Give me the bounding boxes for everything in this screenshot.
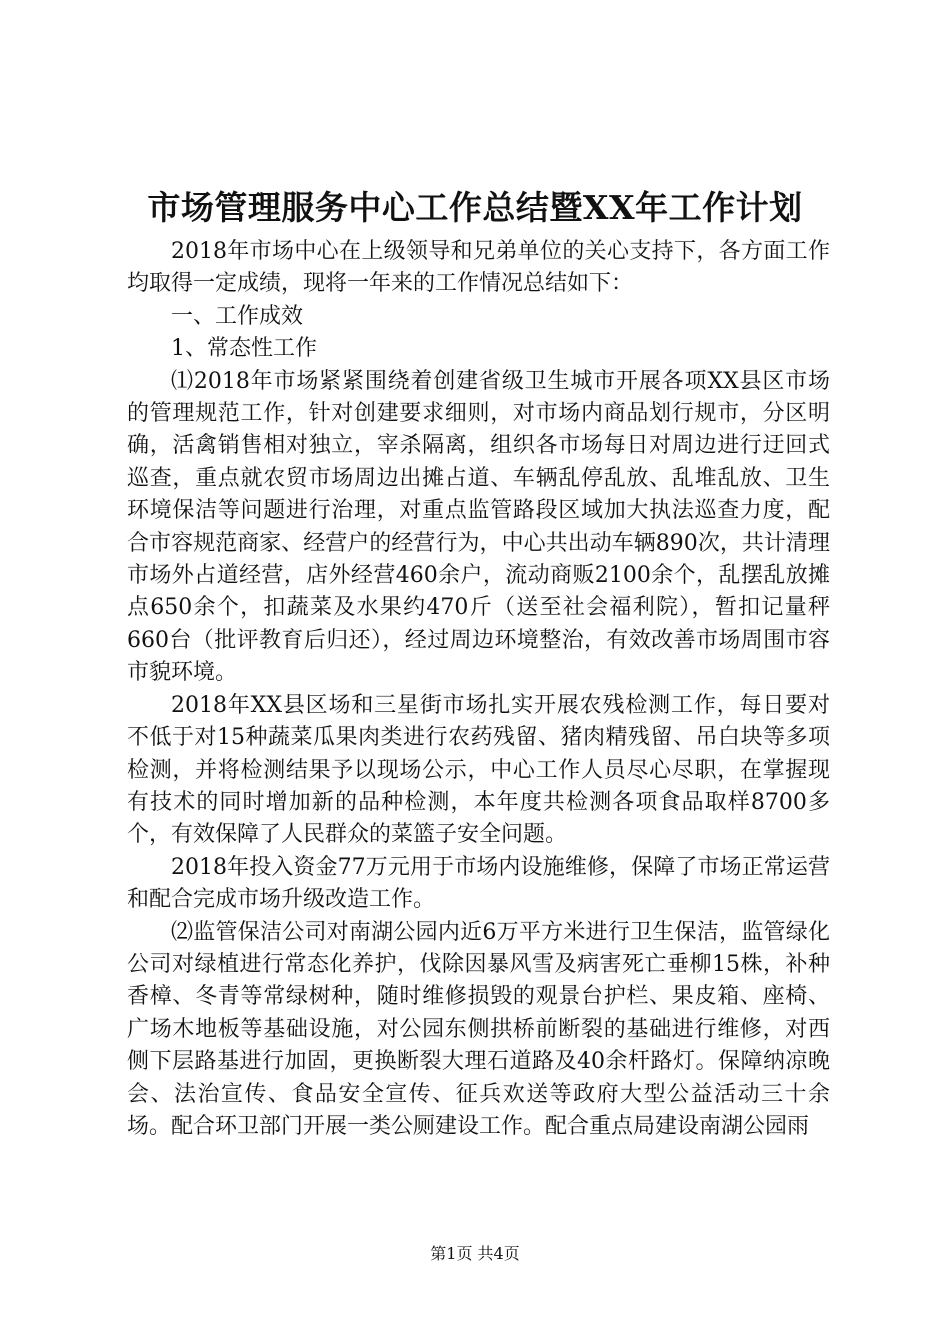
paragraph-facility-investment: 2018年投入资金77万元用于市场内设施维修，保障了市场正常运营和配合完成市场升级改造工作。 xyxy=(127,854,831,913)
document-body xyxy=(127,236,830,1143)
heading-section-1: 一、工作成效 xyxy=(171,303,304,329)
document-title: 市场管理服务中心工作总结暨XX年工作计划 xyxy=(147,188,803,227)
paragraph-park-maintenance: ⑵监管保洁公司对南湖公园内近6万平方米进行卫生保洁，监管绿化公司对绿植进行常态化养护，伐除因暴风雪及病害死亡垂柳15株，补种香樟、冬青等常绿树种，随时维修损毁的观景台护栏、果皮箱、座椅、广场木地板等基础设施，对公园东侧拱桥前断裂的基础进行维修，对西侧下层路基进行加固，更换断裂大理石道路及40余杆路灯。保障纳凉晚会、法治宣传、食品安全宣传、征兵欢送等政府大型公益活动三十余场。配合环卫部门开展一类公厕建设工作。配合重点局建设南湖公园雨 xyxy=(127,919,830,1139)
page-footer: 第1页 共4页 xyxy=(430,1244,520,1263)
heading-subsection-1: 1、常态性工作 xyxy=(171,336,317,362)
paragraph-market-regulation: ⑴2018年市场紧紧围绕着创建省级卫生城市开展各项XX县区市场的管理规范工作，针对创建要求细则，对市场内商品划行规市，分区明确，活禽销售相对独立，宰杀隔离，组织各市场每日对周边进行迂回式巡查，重点就农贸市场周边出摊占道、车辆乱停乱放、乱堆乱放、卫生环境保洁等问题进行治理，对重点监管路段区域加大执法巡查力度，配合市容规范商家、经营户的经营行为，中心共出动车辆890次，共计清理市场外占道经营，店外经营460余户，流动商贩2100余个，乱摆乱放摊点650余个，扣蔬菜及水果约470斤（送至社会福利院），暂扣记量秤660台（批评教育后归还），经过周边环境整治，有效改善市场周围市容市貌环境。 xyxy=(127,368,830,686)
paragraph-pesticide-testing: 2018年XX县区场和三星街市场扎实开展农残检测工作，每日要对不低于对15种蔬菜瓜果肉类进行农药残留、猪肉精残留、吊白块等多项检测，并将检测结果予以现场公示，中心工作人员尽心尽职，在掌握现有技术的同时增加新的品种检测，本年度共检测各项食品取样8700多个，有效保障了人民群众的菜篮子安全问题。 xyxy=(127,692,830,848)
paragraph-intro: 2018年市场中心在上级领导和兄弟单位的关心支持下，各方面工作均取得一定成绩，现将一年来的工作情况总结如下： xyxy=(127,239,830,297)
